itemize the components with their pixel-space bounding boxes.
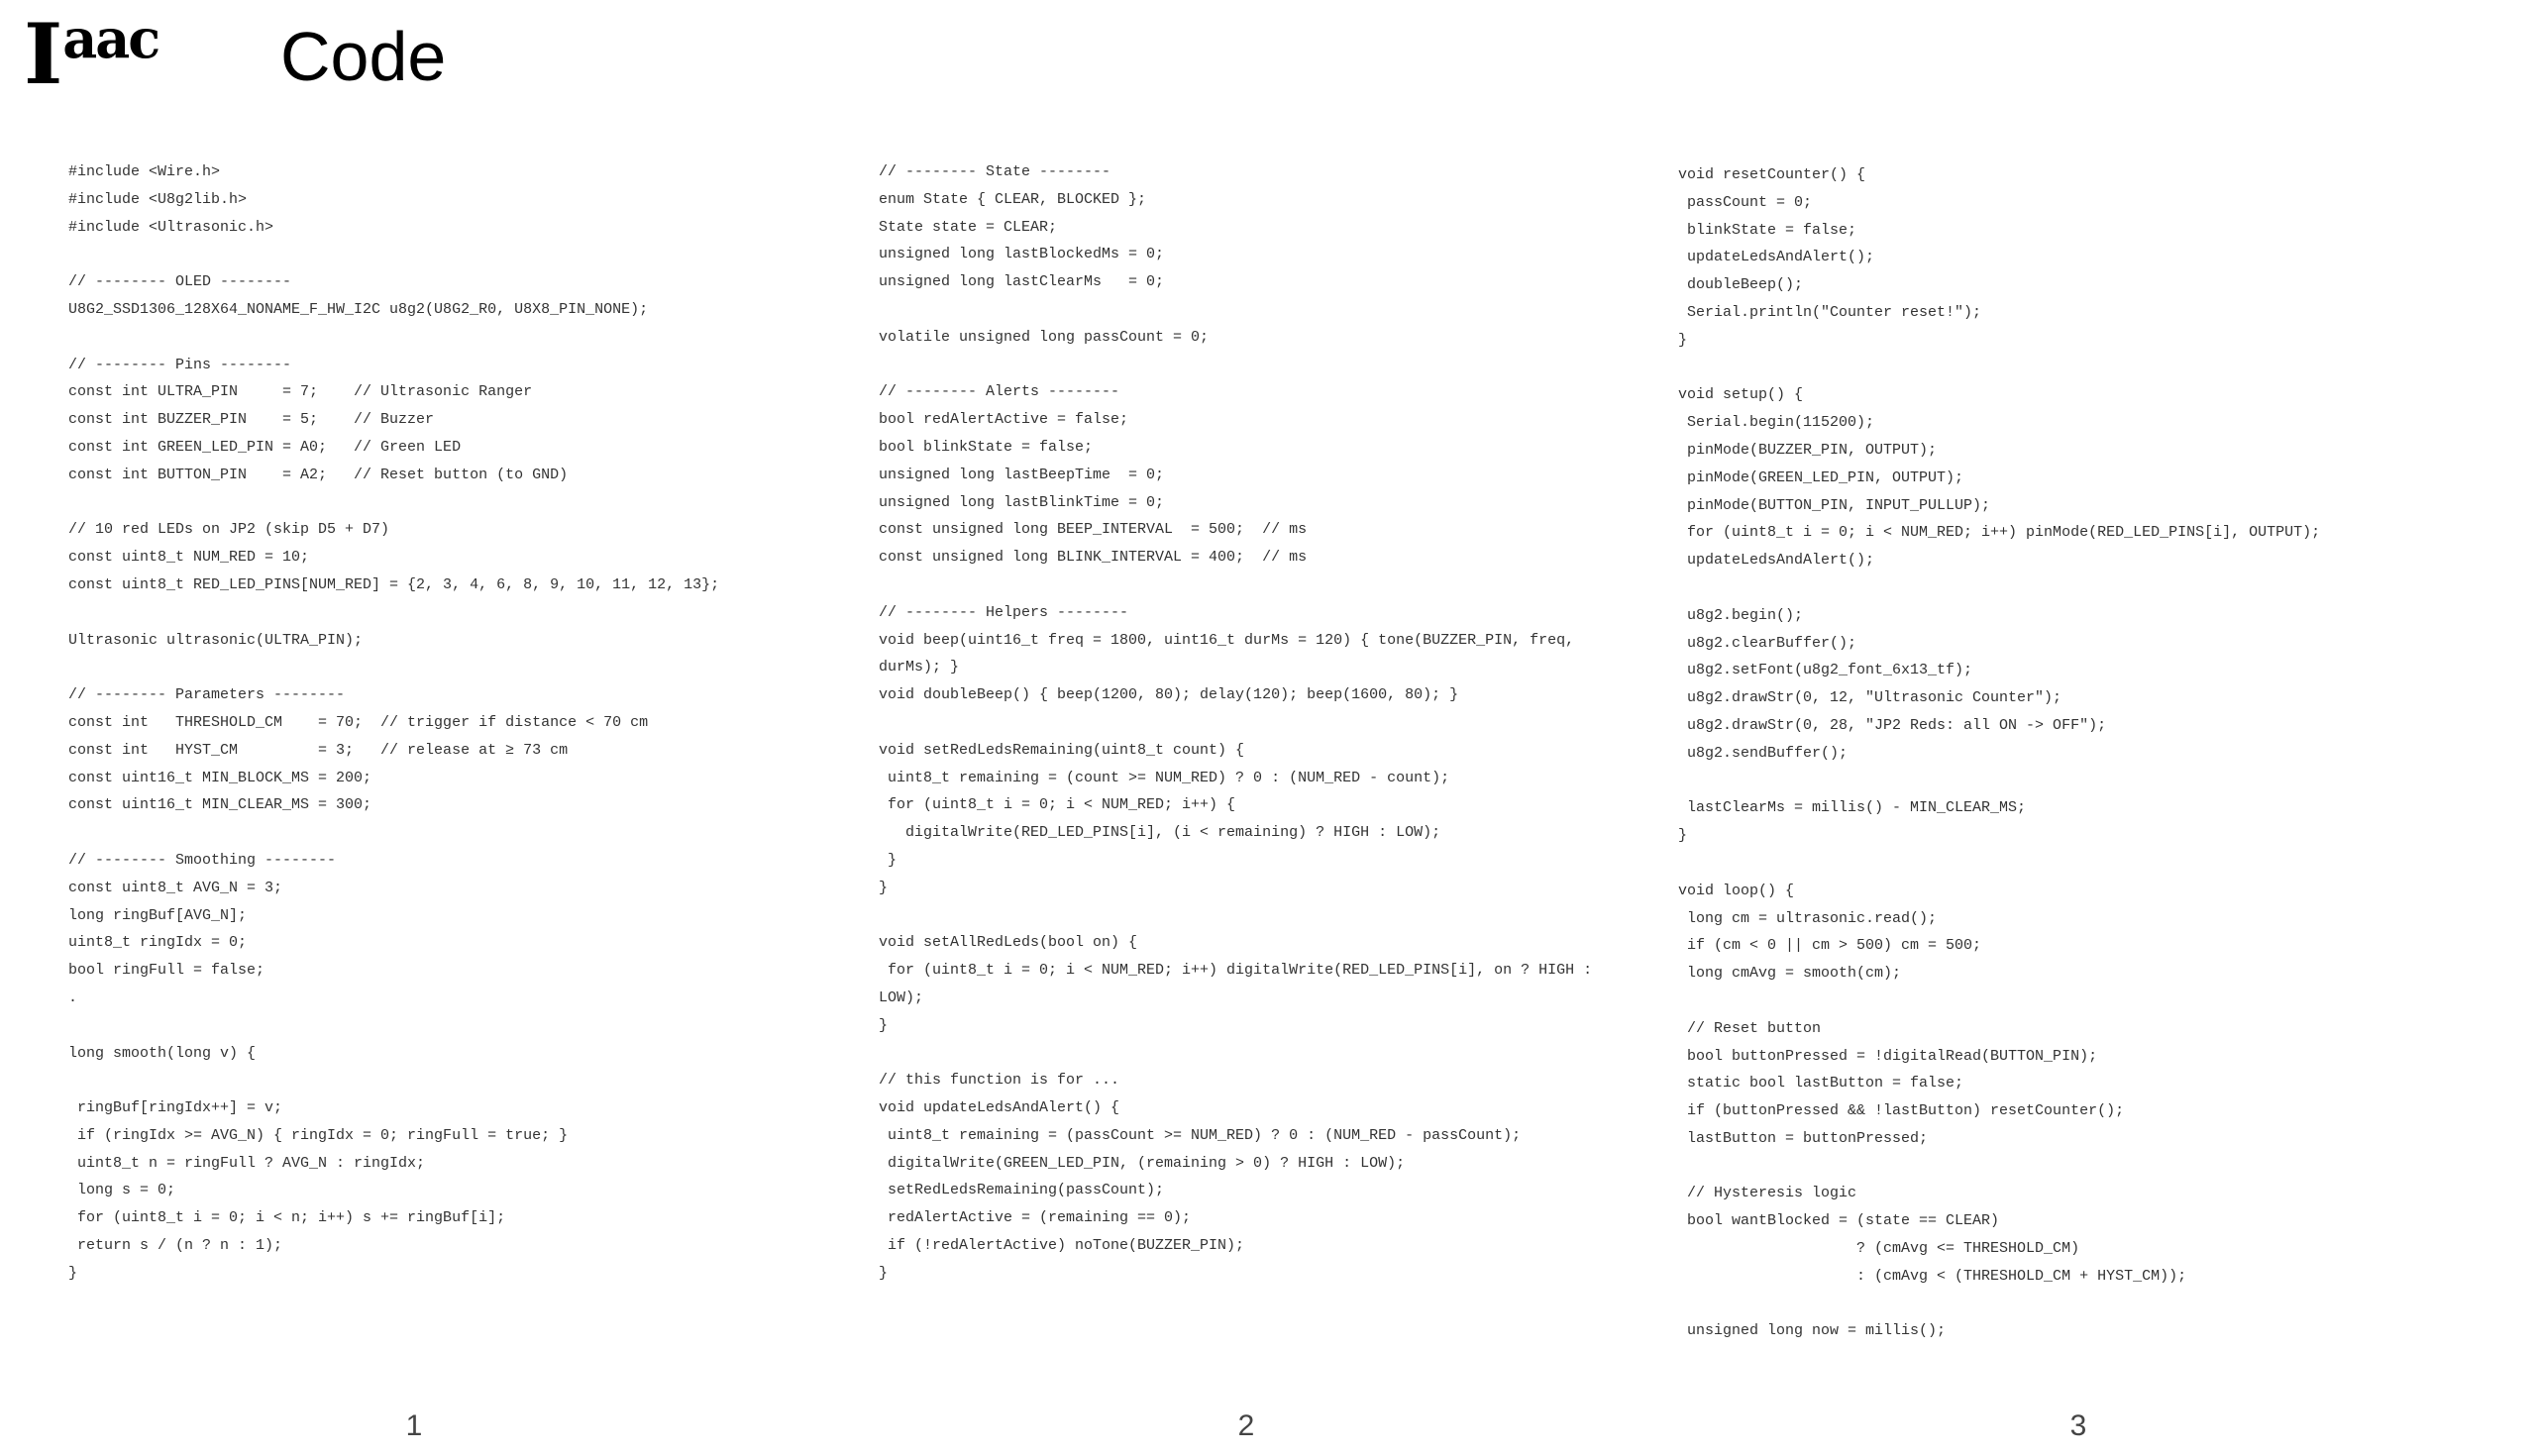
code-line: bool redAlertActive = false; [879, 411, 1129, 429]
code-line: void updateLedsAndAlert() { [879, 1099, 1120, 1117]
code-line: . [68, 988, 78, 1006]
code-line: const int ULTRA_PIN = 7; // Ultrasonic Ranger [68, 383, 533, 401]
code-column-1 [68, 158, 719, 1288]
code-line: void setup() { [1678, 386, 1804, 404]
code-line: State state = CLEAR; [879, 218, 1058, 236]
code-line: u8g2.drawStr(0, 12, "Ultrasonic Counter"); [1678, 689, 2062, 707]
code-line: #include <U8g2lib.h> [68, 190, 248, 208]
code-line: bool wantBlocked = (state == CLEAR) [1678, 1212, 2000, 1230]
code-line: pinMode(GREEN_LED_PIN, OUTPUT); [1678, 468, 1964, 486]
code-line: // -------- Parameters -------- [68, 686, 346, 704]
code-line: updateLedsAndAlert(); [1678, 249, 1875, 266]
page-number-3: 3 [2069, 1409, 2087, 1442]
code-line: passCount = 0; [1678, 193, 1813, 211]
logo-letter: I [24, 5, 63, 103]
code-line: unsigned long now = millis(); [1678, 1322, 1947, 1340]
code-line: const unsigned long BLINK_INTERVAL = 400; // ms [879, 549, 1308, 567]
code-line: u8g2.setFont(u8g2_font_6x13_tf); [1678, 662, 1973, 679]
code-line: const int BUZZER_PIN = 5; // Buzzer [68, 411, 435, 429]
code-line: updateLedsAndAlert(); [1678, 552, 1875, 570]
code-line [1678, 355, 2320, 382]
code-line: u8g2.clearBuffer(); [1678, 634, 1857, 652]
code-line: const uint8_t RED_LED_PINS[NUM_RED] = {2, 3, 4, 6, 8, 9, 10, 11, 12, 13}; [68, 575, 720, 593]
code-line: void loop() { [1678, 882, 1795, 899]
code-line: if (ringIdx >= AVG_N) { ringIdx = 0; ringFull = true; } [68, 1126, 569, 1144]
code-column-3 [1678, 161, 2320, 1345]
code-line [879, 352, 1592, 379]
code-line: #include <Wire.h> [68, 163, 221, 180]
code-line: ? (cmAvg <= THRESHOLD_CM) [1678, 1240, 2080, 1258]
code-line: if (cm < 0 || cm > 500) cm = 500; [1678, 937, 1982, 955]
code-line: lastClearMs = millis() - MIN_CLEAR_MS; [1678, 799, 2027, 817]
code-line: : (cmAvg < (THRESHOLD_CM + HYST_CM)); [1678, 1267, 2187, 1285]
code-line [68, 819, 719, 847]
code-line: void doubleBeep() { beep(1200, 80); delay(120); beep(1600, 80); } [879, 686, 1459, 704]
iaac-logo [24, 5, 159, 103]
code-line [1678, 1153, 2320, 1181]
code-line: Serial.println("Counter reset!"); [1678, 303, 1982, 321]
code-line: for (uint8_t i = 0; i < NUM_RED; i++) pinMode(RED_LED_PINS[i], OUTPUT); [1678, 524, 2321, 542]
code-line: } [68, 1264, 78, 1282]
code-line: } [879, 851, 898, 869]
code-line: const uint8_t NUM_RED = 10; [68, 549, 310, 567]
code-line: static bool lastButton = false; [1678, 1075, 1964, 1092]
code-line: return s / (n ? n : 1); [68, 1237, 283, 1255]
page-number-1: 1 [405, 1409, 423, 1442]
code-line [68, 599, 719, 627]
code-line: lastButton = buttonPressed; [1678, 1129, 1929, 1147]
code-line [1678, 768, 2320, 795]
code-line: void setRedLedsRemaining(uint8_t count) { [879, 741, 1245, 759]
code-line: // 10 red LEDs on JP2 (skip D5 + D7) [68, 521, 390, 539]
code-line: for (uint8_t i = 0; i < n; i++) s += ringBuf[i]; [68, 1209, 506, 1227]
code-line: u8g2.sendBuffer(); [1678, 744, 1849, 762]
code-line: Ultrasonic ultrasonic(ULTRA_PIN); [68, 631, 364, 649]
code-line: const unsigned long BEEP_INTERVAL = 500; // ms [879, 521, 1308, 539]
code-line [68, 1067, 719, 1094]
code-line: long ringBuf[AVG_N]; [68, 906, 248, 924]
code-line: } [879, 1264, 889, 1282]
code-line: // Hysteresis logic [1678, 1185, 1857, 1202]
code-line: u8g2.begin(); [1678, 606, 1804, 624]
code-line [1678, 850, 2320, 878]
code-line: const int BUTTON_PIN = A2; // Reset button (to GND) [68, 466, 569, 483]
code-line: uint8_t n = ringFull ? AVG_N : ringIdx; [68, 1154, 426, 1172]
code-line: LOW); [879, 988, 924, 1006]
code-line: } [879, 1016, 889, 1034]
code-line: bool blinkState = false; [879, 438, 1094, 456]
code-line: const uint16_t MIN_CLEAR_MS = 300; [68, 796, 372, 814]
code-line: unsigned long lastBlockedMs = 0; [879, 246, 1165, 263]
code-line [1678, 1291, 2320, 1318]
code-line: long cmAvg = smooth(cm); [1678, 965, 1902, 983]
code-line: unsigned long lastClearMs = 0; [879, 273, 1165, 291]
code-line [68, 489, 719, 517]
code-line: u8g2.drawStr(0, 28, "JP2 Reds: all ON -> OFF"); [1678, 716, 2107, 734]
code-line: const int GREEN_LED_PIN = A0; // Green LED [68, 438, 462, 456]
code-line [1678, 988, 2320, 1015]
code-line [879, 902, 1592, 930]
code-line: if (buttonPressed && !lastButton) resetCounter(); [1678, 1102, 2125, 1120]
code-line [68, 1012, 719, 1040]
code-line: long s = 0; [68, 1182, 176, 1199]
code-line: } [879, 879, 889, 896]
code-line: ringBuf[ringIdx++] = v; [68, 1099, 283, 1117]
code-line [879, 296, 1592, 324]
code-line: for (uint8_t i = 0; i < NUM_RED; i++) { [879, 796, 1236, 814]
code-line: } [1678, 827, 1688, 845]
code-line: long cm = ultrasonic.read(); [1678, 909, 1938, 927]
code-line: // -------- Pins -------- [68, 356, 292, 373]
code-line: uint8_t ringIdx = 0; [68, 934, 248, 952]
code-line: durMs); } [879, 659, 960, 676]
code-line [1678, 574, 2320, 602]
code-line: unsigned long lastBlinkTime = 0; [879, 493, 1165, 511]
code-line: redAlertActive = (remaining == 0); [879, 1209, 1192, 1227]
code-line: digitalWrite(RED_LED_PINS[i], (i < remaining) ? HIGH : LOW); [879, 824, 1441, 842]
code-line: } [1678, 331, 1688, 349]
code-line: long smooth(long v) { [68, 1044, 257, 1062]
code-line: void setAllRedLeds(bool on) { [879, 934, 1138, 952]
code-line: unsigned long lastBeepTime = 0; [879, 466, 1165, 483]
code-line: U8G2_SSD1306_128X64_NONAME_F_HW_I2C u8g2(U8G2_R0, U8X8_PIN_NONE); [68, 300, 649, 318]
page-title: Code [280, 18, 447, 95]
logo-superscript: aac [62, 7, 159, 70]
code-line: setRedLedsRemaining(passCount); [879, 1182, 1165, 1199]
code-line: bool buttonPressed = !digitalRead(BUTTON_PIN); [1678, 1047, 2098, 1065]
code-line: // -------- Alerts -------- [879, 383, 1120, 401]
code-line: if (!redAlertActive) noTone(BUZZER_PIN); [879, 1237, 1245, 1255]
code-line: // -------- State -------- [879, 163, 1111, 180]
code-line: // Reset button [1678, 1019, 1822, 1037]
code-line [68, 324, 719, 352]
code-line: for (uint8_t i = 0; i < NUM_RED; i++) digitalWrite(RED_LED_PINS[i], on ? HIGH : [879, 962, 1593, 980]
code-line: bool ringFull = false; [68, 962, 265, 980]
code-line: void resetCounter() { [1678, 166, 1866, 183]
code-line: void beep(uint16_t freq = 1800, uint16_t durMs = 120) { tone(BUZZER_PIN, freq, [879, 631, 1575, 649]
code-line: uint8_t remaining = (count >= NUM_RED) ? 0 : (NUM_RED - count); [879, 769, 1450, 786]
code-line: uint8_t remaining = (passCount >= NUM_RED) ? 0 : (NUM_RED - passCount); [879, 1126, 1522, 1144]
code-line: const uint8_t AVG_N = 3; [68, 879, 283, 896]
code-line: // this function is for ... [879, 1072, 1120, 1090]
code-line [879, 572, 1592, 599]
code-line [879, 1040, 1592, 1068]
code-line: const uint16_t MIN_BLOCK_MS = 200; [68, 769, 372, 786]
code-line [68, 241, 719, 268]
code-line: enum State { CLEAR, BLOCKED }; [879, 190, 1147, 208]
page-number-2: 2 [1237, 1409, 1255, 1442]
code-line [68, 654, 719, 681]
code-line: // -------- Helpers -------- [879, 603, 1129, 621]
code-line [879, 709, 1592, 737]
code-line: // -------- Smoothing -------- [68, 851, 337, 869]
code-line: doubleBeep(); [1678, 276, 1804, 294]
code-line: blinkState = false; [1678, 221, 1857, 239]
code-line: const int HYST_CM = 3; // release at ≥ 73 cm [68, 741, 569, 759]
code-line: pinMode(BUZZER_PIN, OUTPUT); [1678, 441, 1938, 459]
code-line: // -------- OLED -------- [68, 273, 292, 291]
code-line: #include <Ultrasonic.h> [68, 218, 274, 236]
code-line: pinMode(BUTTON_PIN, INPUT_PULLUP); [1678, 496, 1991, 514]
code-line: Serial.begin(115200); [1678, 414, 1875, 432]
code-line: digitalWrite(GREEN_LED_PIN, (remaining > 0) ? HIGH : LOW); [879, 1154, 1406, 1172]
code-line: volatile unsigned long passCount = 0; [879, 328, 1210, 346]
code-line: const int THRESHOLD_CM = 70; // trigger if distance < 70 cm [68, 713, 649, 731]
code-column-2 [879, 158, 1592, 1288]
